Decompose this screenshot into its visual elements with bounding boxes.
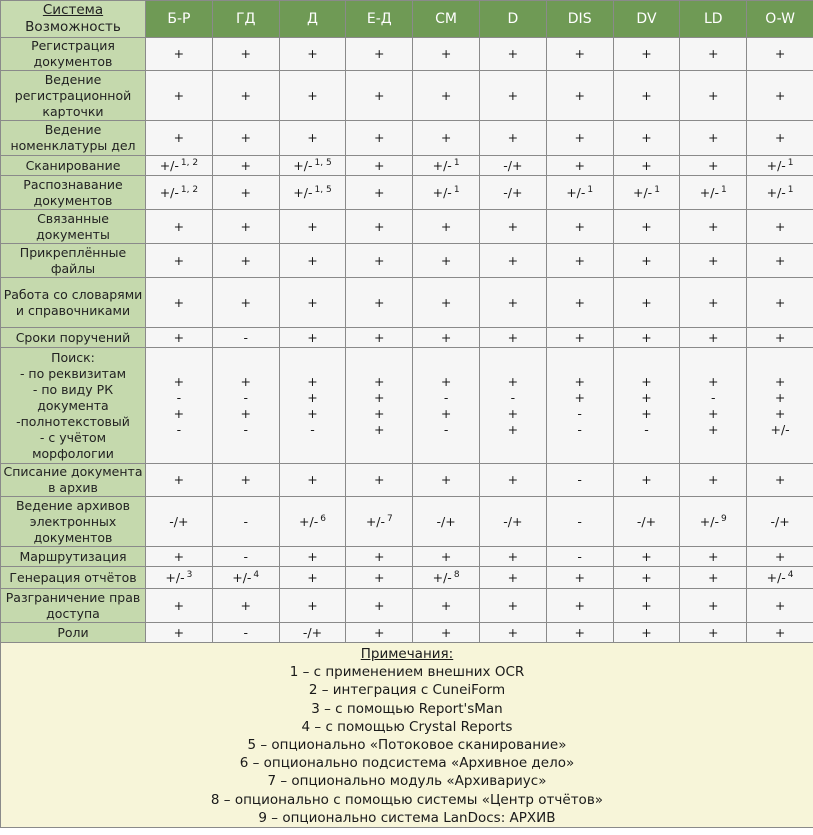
table-row [1,464,813,497]
value-cell: + [212,589,279,623]
value-cell: +/- $^8$ [413,567,480,589]
value-cell: + [413,244,480,278]
value-cell: + [346,176,413,210]
system-header: Б-Р [146,1,213,38]
value-cell: + [279,547,346,567]
value-cell: + [346,328,413,348]
value-cell: -/+ [479,176,546,210]
value-cell: +/- $^{1, 5}$ [279,176,346,210]
table-row [1,176,813,210]
value-cell: + [613,244,680,278]
value-cell: + [279,121,346,156]
feature-label: Связанные документы [1,210,146,244]
value-cell: + [680,210,747,244]
note-item: 8 – опционально с помощью системы «Центр отчётов» [210,791,604,808]
value-cell: + [413,71,480,121]
header-row [1,1,813,38]
value-cell: +/- $^4$ [747,567,813,589]
note-reference: 1 [654,184,660,195]
note-reference: 1 [453,184,460,195]
value-cell: + [546,328,613,348]
value-cell: +/- $^1$ [413,176,480,210]
note-reference: 1, 2 [180,157,199,168]
value-cell: + + + - [613,348,680,464]
value-cell: + [146,623,213,643]
value-cell: + [212,210,279,244]
value-cell: + [279,278,346,328]
value-cell: +/- $^{1, 2}$ [146,176,213,210]
value-cell: + [212,156,279,176]
value-cell: + [346,210,413,244]
table-row [1,623,813,643]
value-cell: + [212,121,279,156]
value-cell: - [546,464,613,497]
system-header: O-W [747,1,813,38]
table-row [1,567,813,589]
value-cell: + [613,567,680,589]
value-cell: + [613,589,680,623]
feature-label: Сроки поручений [1,328,146,348]
value-cell: + [546,567,613,589]
value-cell: + [680,156,747,176]
note-reference: 4 [787,569,794,580]
value-cell: + [212,278,279,328]
value-cell: + [680,244,747,278]
value-cell: + [680,38,747,71]
value-cell: + + + +/- [747,348,813,464]
system-header: DV [613,1,680,38]
value-cell: + [279,464,346,497]
value-cell: + [146,71,213,121]
value-cell: + [413,547,480,567]
value-cell: + [212,176,279,210]
value-cell: +/- $^1$ [613,176,680,210]
note-reference: 7 [387,513,393,524]
value-cell: +/- $^1$ [747,176,813,210]
value-cell: + [212,38,279,71]
note-reference: 1 [787,157,794,168]
note-reference: 9 [721,513,727,524]
feature-label: Регистрация документов [1,38,146,71]
system-header: СМ [413,1,480,38]
value-cell: + [613,210,680,244]
value-cell: + [747,210,813,244]
value-cell: + [346,38,413,71]
feature-label: Списание документа в архив [1,464,146,497]
value-cell: -/+ [613,497,680,547]
feature-label: Сканирование [1,156,146,176]
value-cell: + [346,464,413,497]
value-cell: + [346,244,413,278]
notes-cell [1,643,813,828]
value-cell: + [212,71,279,121]
value-cell: + [413,121,480,156]
value-cell: + [546,278,613,328]
value-cell: + [479,328,546,348]
note-item: 2 – интеграция с CuneiForm [308,682,506,699]
value-cell: + [146,547,213,567]
value-cell: + [613,121,680,156]
table-row [1,210,813,244]
value-cell: + [747,547,813,567]
note-reference: 4 [253,569,260,580]
value-cell: + [546,244,613,278]
value-cell: + [279,71,346,121]
feature-label: Разграничение прав доступа [1,589,146,623]
value-cell: + [479,567,546,589]
value-cell: + [413,278,480,328]
note-reference: 1, 5 [314,157,332,168]
value-cell: + [346,278,413,328]
value-cell: -/+ [479,497,546,547]
value-cell: + [146,589,213,623]
feature-label: Ведение архивов электронных документов [1,497,146,547]
value-cell: -/+ [413,497,480,547]
feature-label: Маршрутизация [1,547,146,567]
value-cell: - [212,328,279,348]
value-cell: +/- $^1$ [680,176,747,210]
feature-label: Роли [1,623,146,643]
value-cell: + [479,278,546,328]
value-cell: + - + + [680,348,747,464]
value-cell: + [613,71,680,121]
value-cell: + [747,623,813,643]
value-cell: + [279,38,346,71]
system-header: ГД [212,1,279,38]
value-cell: + [680,589,747,623]
value-cell: + [680,121,747,156]
value-cell: + [346,121,413,156]
system-header: LD [680,1,747,38]
table-row [1,589,813,623]
value-cell: +/- $^{1, 2}$ [146,156,213,176]
value-cell: + [546,623,613,643]
value-cell: - [212,623,279,643]
value-cell: - [212,547,279,567]
value-cell: + [146,244,213,278]
value-cell: + [146,38,213,71]
value-cell: + [546,71,613,121]
note-item: 7 – опционально модуль «Архивариус» [267,773,547,790]
table-row [1,328,813,348]
value-cell: + [479,623,546,643]
value-cell: + - + - [146,348,213,464]
value-cell: + [613,38,680,71]
table-row [1,348,813,464]
value-cell: +/- $^1$ [413,156,480,176]
value-cell: + - + - [413,348,480,464]
value-cell: + [546,121,613,156]
value-cell: + [413,38,480,71]
value-cell: - [546,547,613,567]
value-cell: + [279,244,346,278]
corner-header [1,1,146,38]
value-cell: + [346,623,413,643]
value-cell: + [613,278,680,328]
table-row [1,244,813,278]
value-cell: + [279,210,346,244]
value-cell: + [279,567,346,589]
value-cell: + [680,623,747,643]
value-cell: + [146,210,213,244]
note-item: 4 – с помощью Crystal Reports [301,718,513,735]
value-cell: + [747,464,813,497]
value-cell: + [546,156,613,176]
value-cell: + [413,210,480,244]
value-cell: + [279,328,346,348]
value-cell: + [346,71,413,121]
table-row [1,497,813,547]
value-cell: +/- $^7$ [346,497,413,547]
value-cell: + [680,567,747,589]
value-cell: + [613,156,680,176]
value-cell: + [346,589,413,623]
value-cell: + [546,38,613,71]
value-cell: + [212,464,279,497]
value-cell: + [747,121,813,156]
value-cell: + [413,328,480,348]
table-row [1,38,813,71]
note-item: 6 – опционально подсистема «Архивное дело» [239,755,575,772]
value-cell: + [479,38,546,71]
value-cell: + + + + [346,348,413,464]
note-reference: 1, 5 [314,184,332,195]
value-cell: + [613,547,680,567]
value-cell: + [146,121,213,156]
value-cell: + [146,278,213,328]
feature-label: Генерация отчётов [1,567,146,589]
table-row [1,121,813,156]
value-cell: + [479,210,546,244]
value-cell: + [212,244,279,278]
value-cell: + [680,328,747,348]
value-cell: + - + + [479,348,546,464]
feature-label: Поиск: - по реквизитам - по виду РК документа -полнотекстовый - с учётом морфологии [1,348,146,464]
note-reference: 1 [453,157,460,168]
value-cell: + [346,547,413,567]
table-row [1,156,813,176]
value-cell: + [479,121,546,156]
value-cell: + [346,156,413,176]
value-cell: + [747,244,813,278]
value-cell: + [680,71,747,121]
feature-label: Прикреплённые файлы [1,244,146,278]
table-body [1,38,813,828]
note-reference: 3 [186,569,193,580]
value-cell: + [479,547,546,567]
system-header: Е-Д [346,1,413,38]
value-cell: -/+ [279,623,346,643]
value-cell: +/- $^6$ [279,497,346,547]
value-cell: + [146,328,213,348]
notes-title: Примечания: [360,646,454,662]
value-cell: + [479,589,546,623]
value-cell: + [479,71,546,121]
value-cell: +/- $^{1, 5}$ [279,156,346,176]
value-cell: + [413,623,480,643]
value-cell: + [546,210,613,244]
note-reference: 6 [320,513,326,524]
value-cell: + [146,464,213,497]
table-row [1,278,813,328]
value-cell: + [747,71,813,121]
value-cell: +/- $^1$ [747,156,813,176]
value-cell: - [212,497,279,547]
value-cell: + [680,464,747,497]
value-cell: + [413,589,480,623]
value-cell: + [680,547,747,567]
feature-label: Распознавание документов [1,176,146,210]
value-cell: +/- $^4$ [212,567,279,589]
feature-label: Работа со словарями и справочниками [1,278,146,328]
value-cell: + [279,589,346,623]
feature-label: Ведение номенклатуры дел [1,121,146,156]
value-cell: +/- $^9$ [680,497,747,547]
note-item: 5 – опционально «Потоковое сканирование» [247,737,567,754]
corner-system-label: Система [42,2,104,18]
notes-row [1,643,813,828]
value-cell: + [413,464,480,497]
note-item: 9 – опционально система LanDocs: АРХИВ [258,809,556,826]
note-reference: 1 [721,184,727,195]
note-reference: 1, 2 [180,184,199,195]
value-cell: +/- $^3$ [146,567,213,589]
value-cell: -/+ [479,156,546,176]
value-cell: + + + - [279,348,346,464]
value-cell: + [346,567,413,589]
system-header: DIS [546,1,613,38]
value-cell: -/+ [747,497,813,547]
value-cell: - [546,497,613,547]
value-cell: + - + - [212,348,279,464]
value-cell: + [747,38,813,71]
value-cell: + [613,464,680,497]
corner-feature-label: Возможность [25,19,121,35]
value-cell: + [613,328,680,348]
system-header: Д [279,1,346,38]
note-reference: 1 [787,184,794,195]
table-row [1,547,813,567]
value-cell: + [680,278,747,328]
value-cell: + [613,623,680,643]
note-reference: 8 [453,569,460,580]
system-header: D [479,1,546,38]
note-item: 3 – с помощью Report'sMan [311,700,503,717]
value-cell: + [479,464,546,497]
note-reference: 1 [587,184,594,195]
value-cell: + [546,589,613,623]
value-cell: -/+ [146,497,213,547]
value-cell: + + - - [546,348,613,464]
table-row [1,71,813,121]
value-cell: + [479,244,546,278]
feature-label: Ведение регистрационной карточки [1,71,146,121]
value-cell: + [747,328,813,348]
value-cell: + [747,589,813,623]
value-cell: +/- $^1$ [546,176,613,210]
note-item: 1 – с применением внешних OCR [289,664,525,681]
value-cell: + [747,278,813,328]
